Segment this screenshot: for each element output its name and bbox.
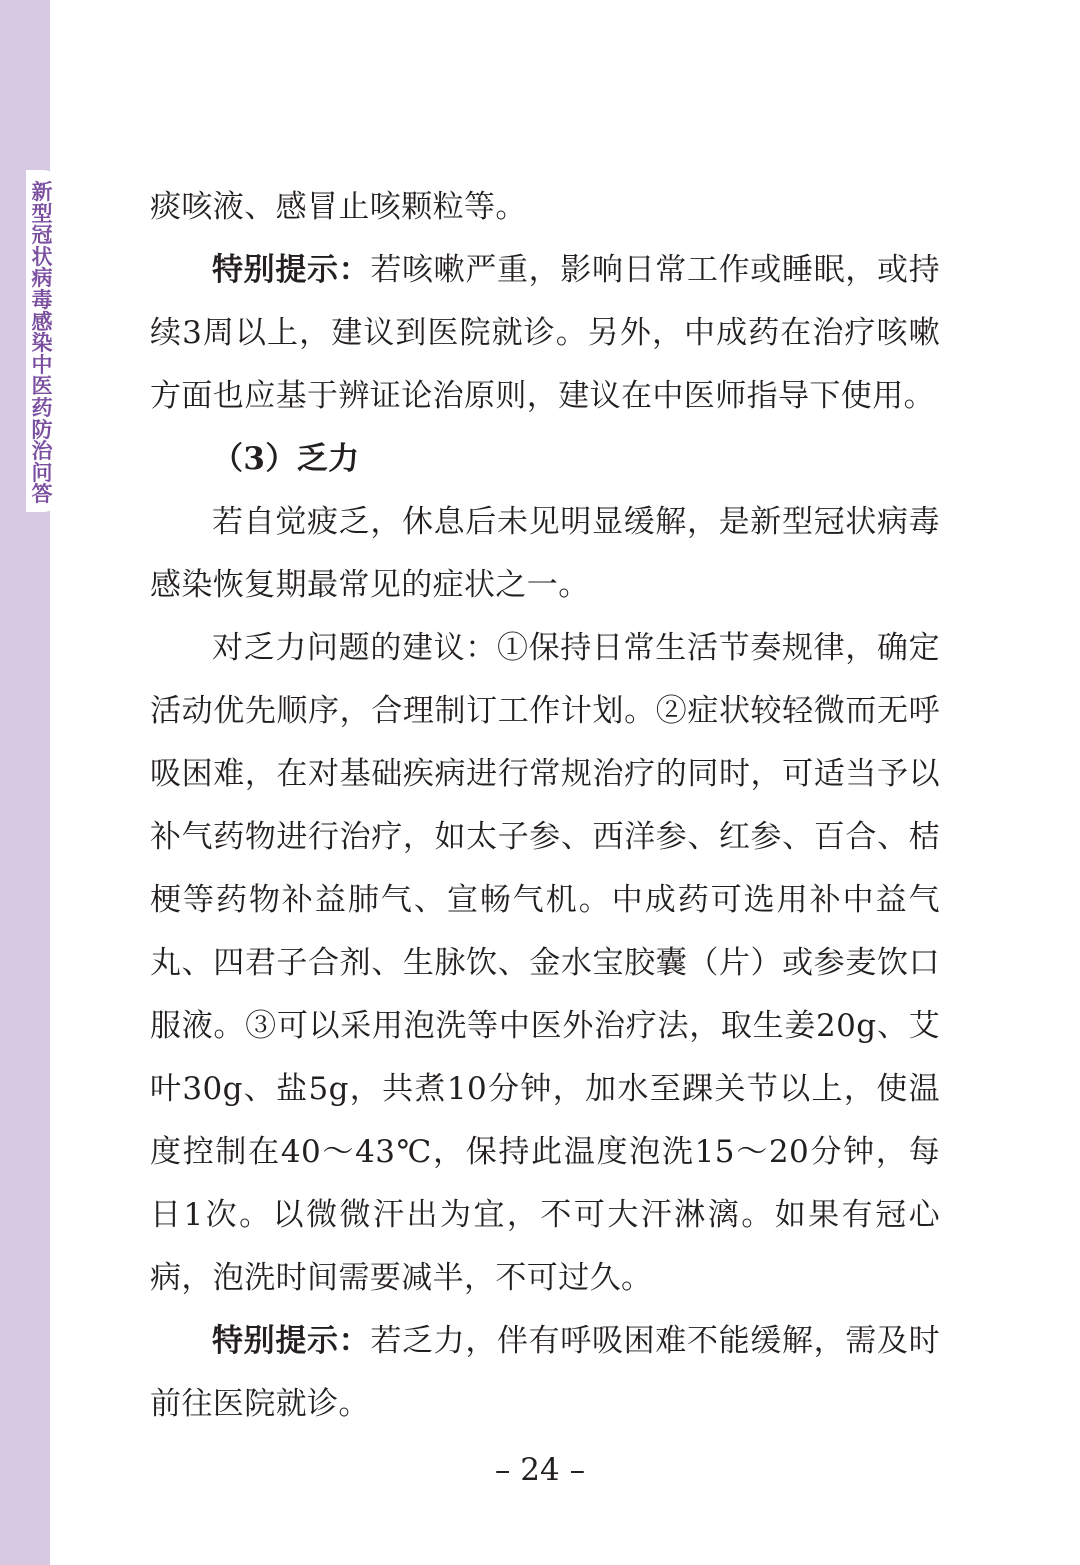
special-tip-cough <box>150 239 940 428</box>
paragraph-fatigue-advice: 对乏力问题的建议：①保持日常生活节奏规律，确定活动优先顺序，合理制订工作计划。②症状较轻微而无呼吸困难，在对基础疾病进行常规治疗的同时，可适当予以补气药物进行治疗，如太子参、西洋参、红参、百合、桔梗等药物补益肺气、宣畅气机。中成药可选用补中益气丸、四君子合剂、生脉饮、金水宝胶囊（片）或参麦饮口服液。③可以采用泡洗等中医外治疗法，取生姜20g、艾叶30g、盐5g，共煮10分钟，加水至踝关节以上，使温度控制在40～43℃，保持此温度泡洗15～20分钟，每日1次。以微微汗出为宜，不可大汗淋漓。如果有冠心病，泡洗时间需要减半，不可过久。 <box>150 630 940 1296</box>
side-book-title: 新型冠状病毒感染中医药防治问答 <box>31 180 53 507</box>
special-tip-label: 特别提示： <box>212 252 371 288</box>
special-tip-text: 若乏力，伴有呼吸困难不能缓解，需及时前往医院就诊。 <box>150 1323 941 1422</box>
page-number: – 24 – <box>494 1452 586 1488</box>
section-heading-fatigue: （3）乏力 <box>212 441 360 477</box>
special-tip-text: 若咳嗽严重，影响日常工作或睡眠，或持续3周以上，建议到医院就诊。另外，中成药在治疗咳嗽方面也应基于辨证论治原则，建议在中医师指导下使用。 <box>150 252 941 414</box>
page-content <box>150 176 940 1436</box>
special-tip-label: 特别提示： <box>212 1323 371 1359</box>
special-tip-fatigue <box>150 1310 940 1436</box>
paragraph-fatigue-intro: 若自觉疲乏，休息后未见明显缓解，是新型冠状病毒感染恢复期最常见的症状之一。 <box>150 504 940 603</box>
paragraph-continuation: 痰咳液、感冒止咳颗粒等。 <box>150 189 527 225</box>
